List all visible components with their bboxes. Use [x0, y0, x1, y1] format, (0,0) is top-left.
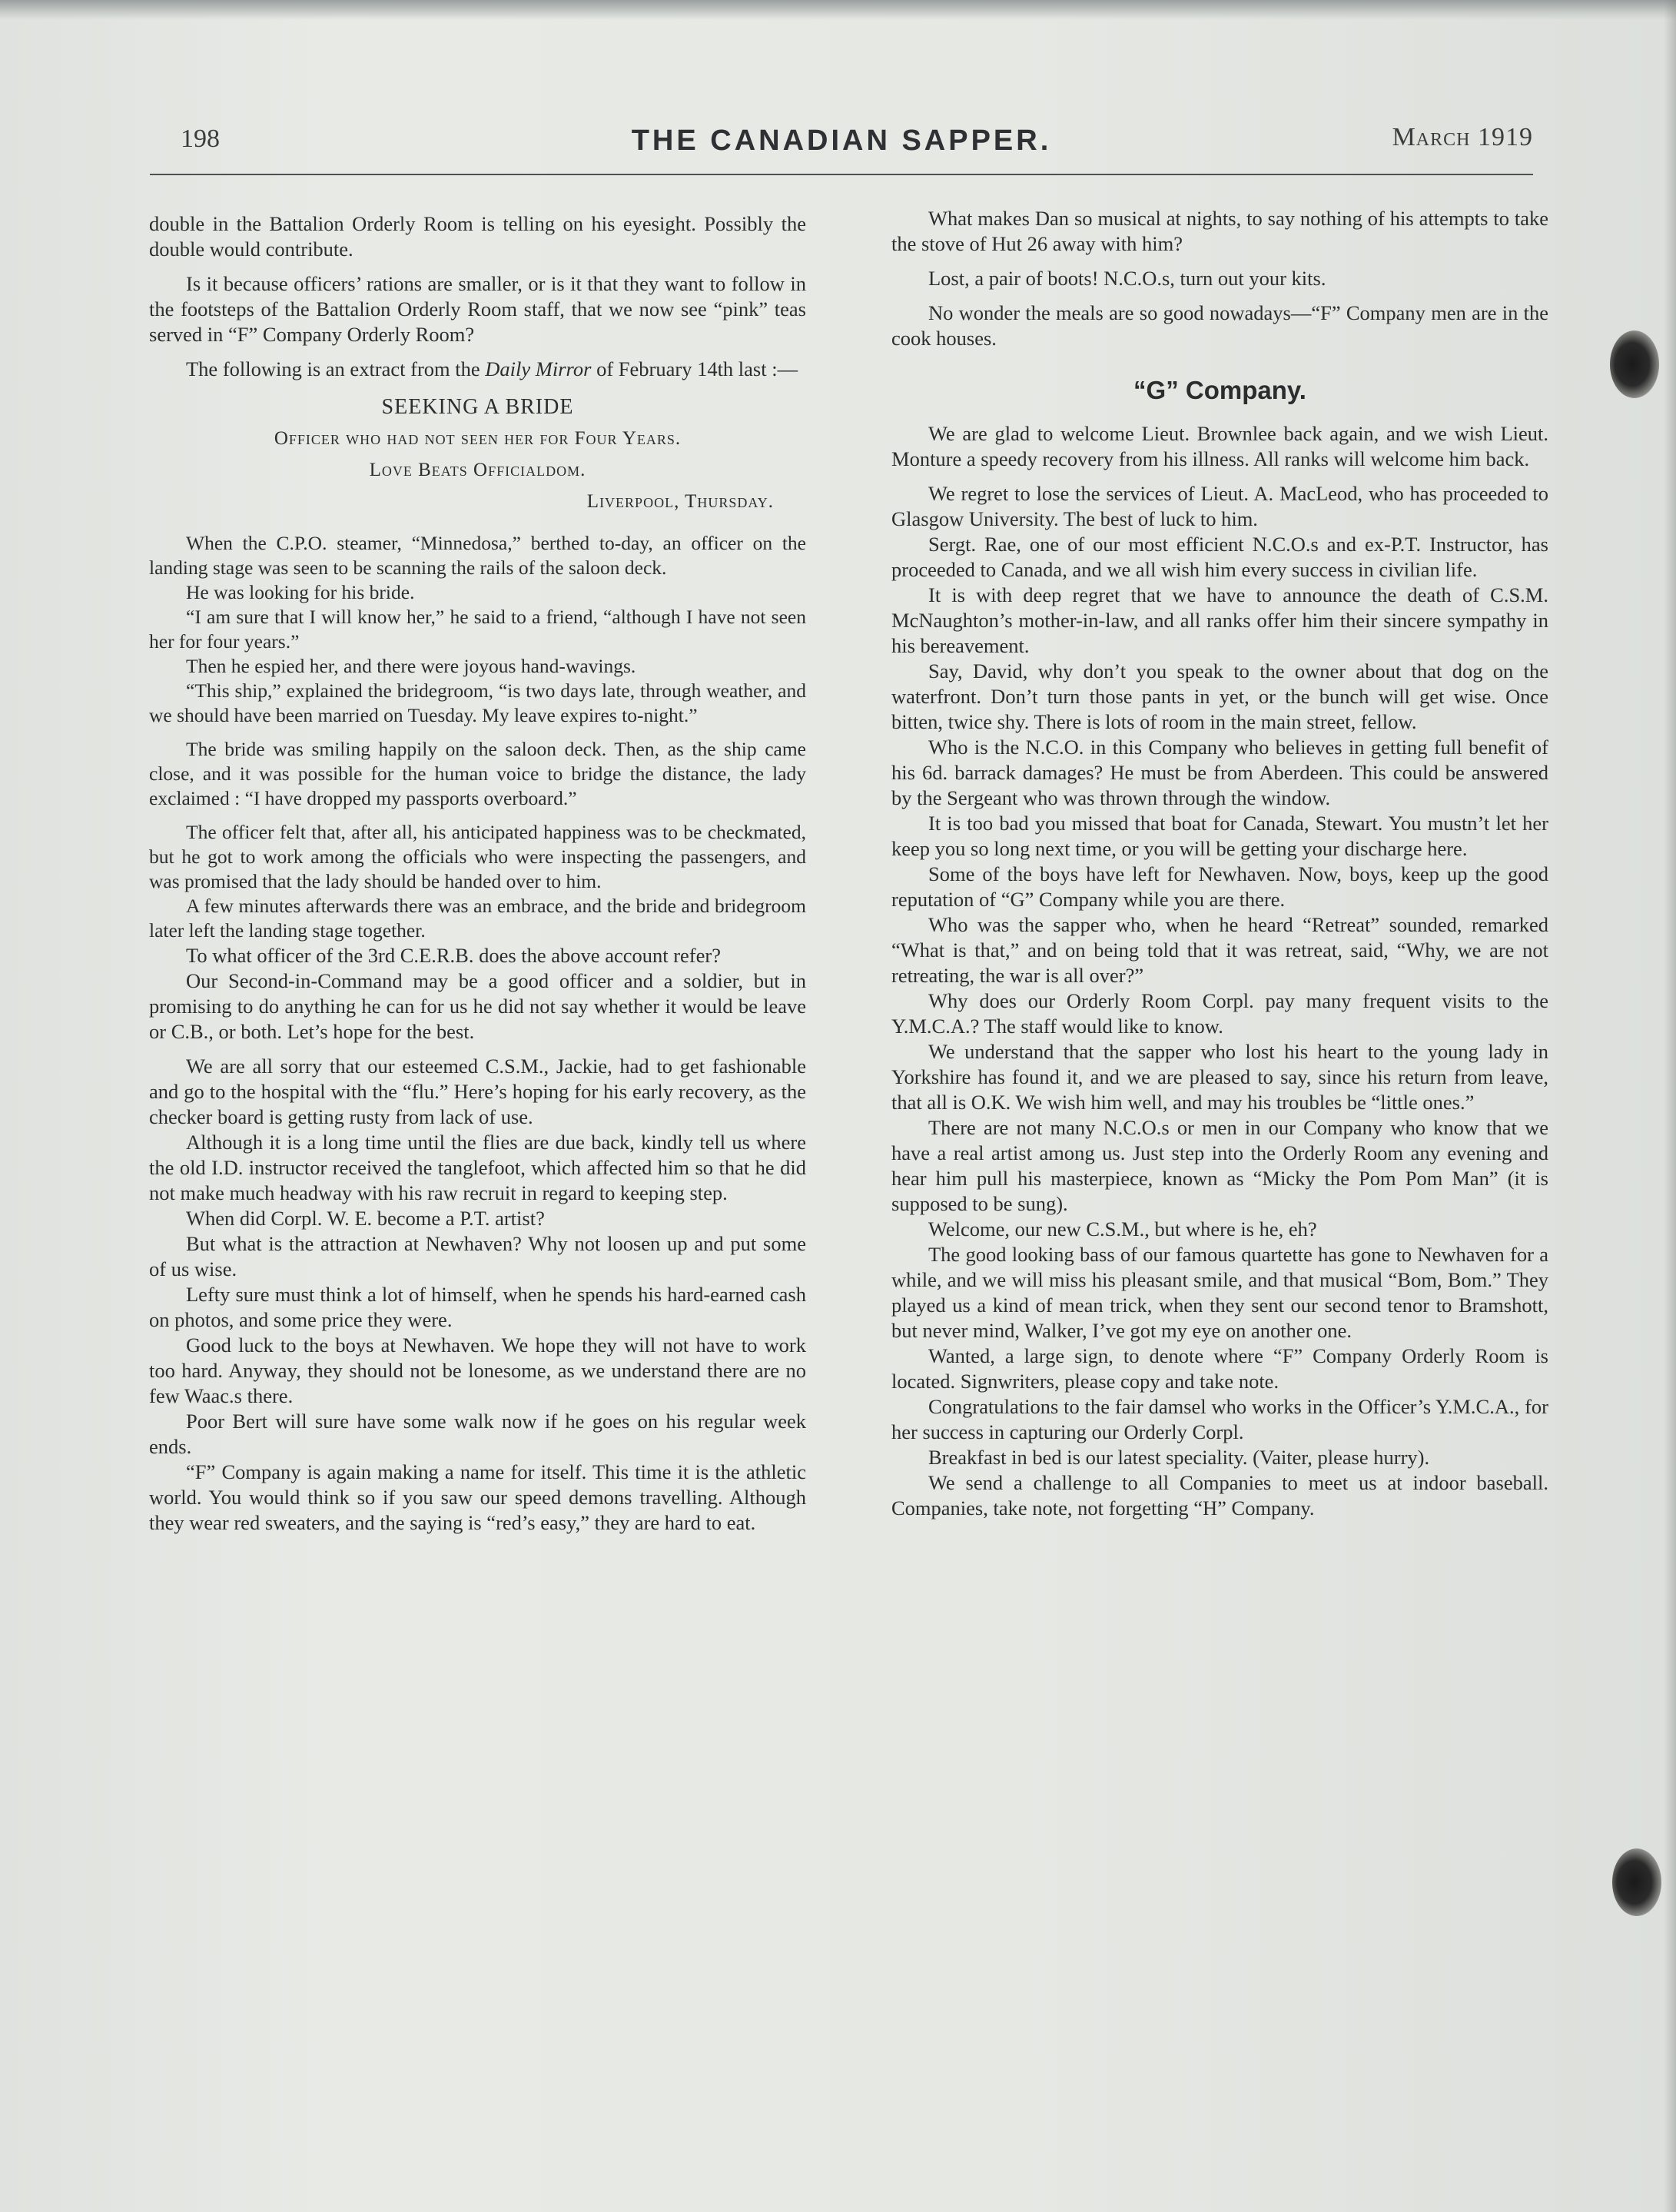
newspaper-name: Daily Mirror [485, 357, 592, 380]
paragraph: Lefty sure must think a lot of himself, when he spends his hard-earned cash on photos, and some price they were. [149, 1283, 806, 1331]
paragraph: To what officer of the 3rd C.E.R.B. does the above account refer? [186, 944, 721, 967]
article-paragraph: When the C.P.O. steamer, “Minnedosa,” berthed to-day, an officer on the landing stage was seen to be scanning the rails of the saloon deck. [149, 532, 806, 579]
paragraph: Sergt. Rae, one of our most efficient N.C.O.s and ex-P.T. Instructor, has proceeded to Canada, and we all wish him every success in civilian life. [891, 533, 1548, 581]
article-subtitle-2: Love Beats Officialdom. [369, 460, 586, 480]
article-paragraph: A few minutes afterwards there was an embrace, and the bride and bridegroom later left the landing stage together. [149, 895, 806, 942]
article-paragraph: The bride was smiling happily on the saloon deck. Then, as the ship came close, and it was possible for the human voice to bridge the distance, the lady exclaimed : “I have dropped my passports overboard.” [149, 738, 806, 809]
header-rule [150, 174, 1533, 175]
article-paragraph: Then he espied her, and there were joyous hand-wavings. [186, 655, 636, 677]
left-column [149, 211, 806, 1536]
paragraph: Wanted, a large sign, to denote where “F” Company Orderly Room is located. Signwriters, please copy and take note. [891, 1344, 1548, 1393]
article-subtitle: Officer who had not seen her for Four Years. [274, 428, 682, 449]
paragraph: There are not many N.C.O.s or men in our Company who know that we have a real artist among us. Just step into the Orderly Room any evening and hear him pull his masterpiece, known as “Micky the Pom Pom Man” (it is supposed to be sung). [891, 1116, 1548, 1215]
paragraph: The good looking bass of our famous quartette has gone to Newhaven for a while, and we will miss his pleasant smile, and that musical “Bom, Bom.” They played us a kind of mean trick, when they sent our second tenor to Bramshott, but never mind, Walker, I’ve got my eye on another one. [891, 1243, 1548, 1342]
text-fragment: of February 14th last :— [591, 357, 798, 380]
section-heading-g-company: “G” Company. [1133, 376, 1306, 404]
article-paragraph: He was looking for his bride. [186, 581, 415, 603]
paragraph: It is too bad you missed that boat for Canada, Stewart. You mustn’t let her keep you so long next time, or you will be getting your discharge here. [891, 812, 1548, 860]
paragraph: We send a challenge to all Companies to meet us at indoor baseball. Companies, take note, not forgetting “H” Company. [891, 1471, 1548, 1520]
running-title: THE CANADIAN SAPPER. [631, 125, 1052, 157]
right-column [891, 206, 1548, 1521]
paragraph: No wonder the meals are so good nowadays—“F” Company men are in the cook houses. [891, 301, 1548, 350]
text-fragment: The following is an extract from the [186, 357, 486, 380]
paragraph: But what is the attraction at Newhaven? Why not loosen up and put some of us wise. [149, 1232, 806, 1280]
paragraph: Is it because officers’ rations are smaller, or is it that they want to follow in the footsteps of the Battalion Orderly Room staff, that we now see “pink” teas served in “F” Company Orderly Room? [149, 272, 806, 346]
paragraph: When did Corpl. W. E. become a P.T. artist? [186, 1207, 545, 1230]
paragraph: Say, David, why don’t you speak to the owner about that dog on the waterfront. Don’t turn those pants in yet, or the bunch will get wise. Once bitten, twice shy. There is lots of room in the main street, fellow. [891, 659, 1548, 733]
paragraph: Our Second-in-Command may be a good officer and a soldier, but in promising to do anything he can for us he did not say whether it would be leave or C.B., or both. Let’s hope for the best. [149, 969, 806, 1043]
page-header [150, 121, 1533, 168]
issue-date: March 1919 [1392, 123, 1533, 151]
paragraph: It is with deep regret that we have to announce the death of C.S.M. McNaughton’s mother-in-law, and all ranks offer him their sincere sympathy in his bereavement. [891, 583, 1548, 657]
paragraph: Welcome, our new C.S.M., but where is he, eh? [928, 1217, 1317, 1241]
paragraph: double in the Battalion Orderly Room is telling on his eyesight. Possibly the double would contribute. [149, 212, 806, 261]
paragraph: Good luck to the boys at Newhaven. We hope they will not have to work too hard. Anyway, they should not be lonesome, as we understand there are no few Waac.s there. [149, 1334, 806, 1407]
page-binding-edge [1664, 0, 1676, 2212]
paragraph: Who is the N.C.O. in this Company who believes in getting full benefit of his 6d. barrack damages? He must be from Aberdeen. This could be answered by the Sergeant who was thrown through the window. [891, 736, 1548, 809]
punch-hole [1610, 330, 1659, 398]
article-title: SEEKING A BRIDE [381, 395, 574, 419]
punch-hole [1612, 1848, 1661, 1916]
page-top-edge [0, 0, 1676, 20]
paragraph: We are all sorry that our esteemed C.S.M., Jackie, had to get fashionable and go to the hospital with the “flu.” Here’s hoping for his early recovery, as the checker board is getting rusty from lack of use. [149, 1055, 806, 1128]
quoted-article [149, 531, 806, 943]
paragraph: We understand that the sapper who lost his heart to the young lady in Yorkshire has found it, and we are pleased to say, since his return from leave, that all is O.K. We wish him well, and may his troubles be “little ones.” [891, 1040, 1548, 1114]
article-paragraph: “This ship,” explained the bridegroom, “is two days late, through weather, and we should have been married on Tuesday. My leave expires to-night.” [149, 679, 806, 726]
paragraph: “F” Company is again making a name for itself. This time it is the athletic world. You would think so if you saw our speed demons travelling. Although they wear red sweaters, and the saying is “red’s easy,” they are hard to eat. [149, 1460, 806, 1534]
paragraph: Breakfast in bed is our latest speciality. (Vaiter, please hurry). [928, 1446, 1430, 1469]
paragraph: Some of the boys have left for Newhaven. Now, boys, keep up the good reputation of “G” Company while you are there. [891, 862, 1548, 911]
paragraph: We are glad to welcome Lieut. Brownlee back again, and we wish Lieut. Monture a speedy recovery from his illness. All ranks will welcome him back. [891, 422, 1548, 470]
paragraph: Lost, a pair of boots! N.C.O.s, turn out your kits. [928, 267, 1326, 290]
article-paragraph: “I am sure that I will know her,” he said to a friend, “although I have not seen her for four years.” [149, 606, 806, 653]
paragraph: Congratulations to the fair damsel who works in the Officer’s Y.M.C.A., for her success in capturing our Orderly Corpl. [891, 1395, 1548, 1443]
article-paragraph: The officer felt that, after all, his anticipated happiness was to be checkmated, but he got to work among the officials who were inspecting the passengers, and was promised that the lady should be handed over to him. [149, 821, 806, 892]
page-number: 198 [181, 125, 220, 153]
paragraph: Poor Bert will sure have some walk now if he goes on his regular week ends. [149, 1410, 806, 1458]
paragraph: Although it is a long time until the flies are due back, kindly tell us where the old I.D. instructor received the tanglefoot, which affected him so that he did not make much headway with his raw recruit in regard to keeping step. [149, 1131, 806, 1204]
paragraph: We regret to lose the services of Lieut. A. MacLeod, who has proceeded to Glasgow University. The best of luck to him. [891, 482, 1548, 530]
article-dateline: Liverpool, Thursday. [586, 491, 774, 512]
paragraph-daily-mirror-intro [149, 357, 806, 382]
paragraph: What makes Dan so musical at nights, to say nothing of his attempts to take the stove of Hut 26 away with him? [891, 207, 1548, 255]
paragraph: Who was the sapper who, when he heard “Retreat” sounded, remarked “What is that,” and on being told that it was retreat, said, “Why, we are not retreating, the war is all over?” [891, 913, 1548, 987]
paragraph: Why does our Orderly Room Corpl. pay many frequent visits to the Y.M.C.A.? The staff would like to know. [891, 989, 1548, 1038]
